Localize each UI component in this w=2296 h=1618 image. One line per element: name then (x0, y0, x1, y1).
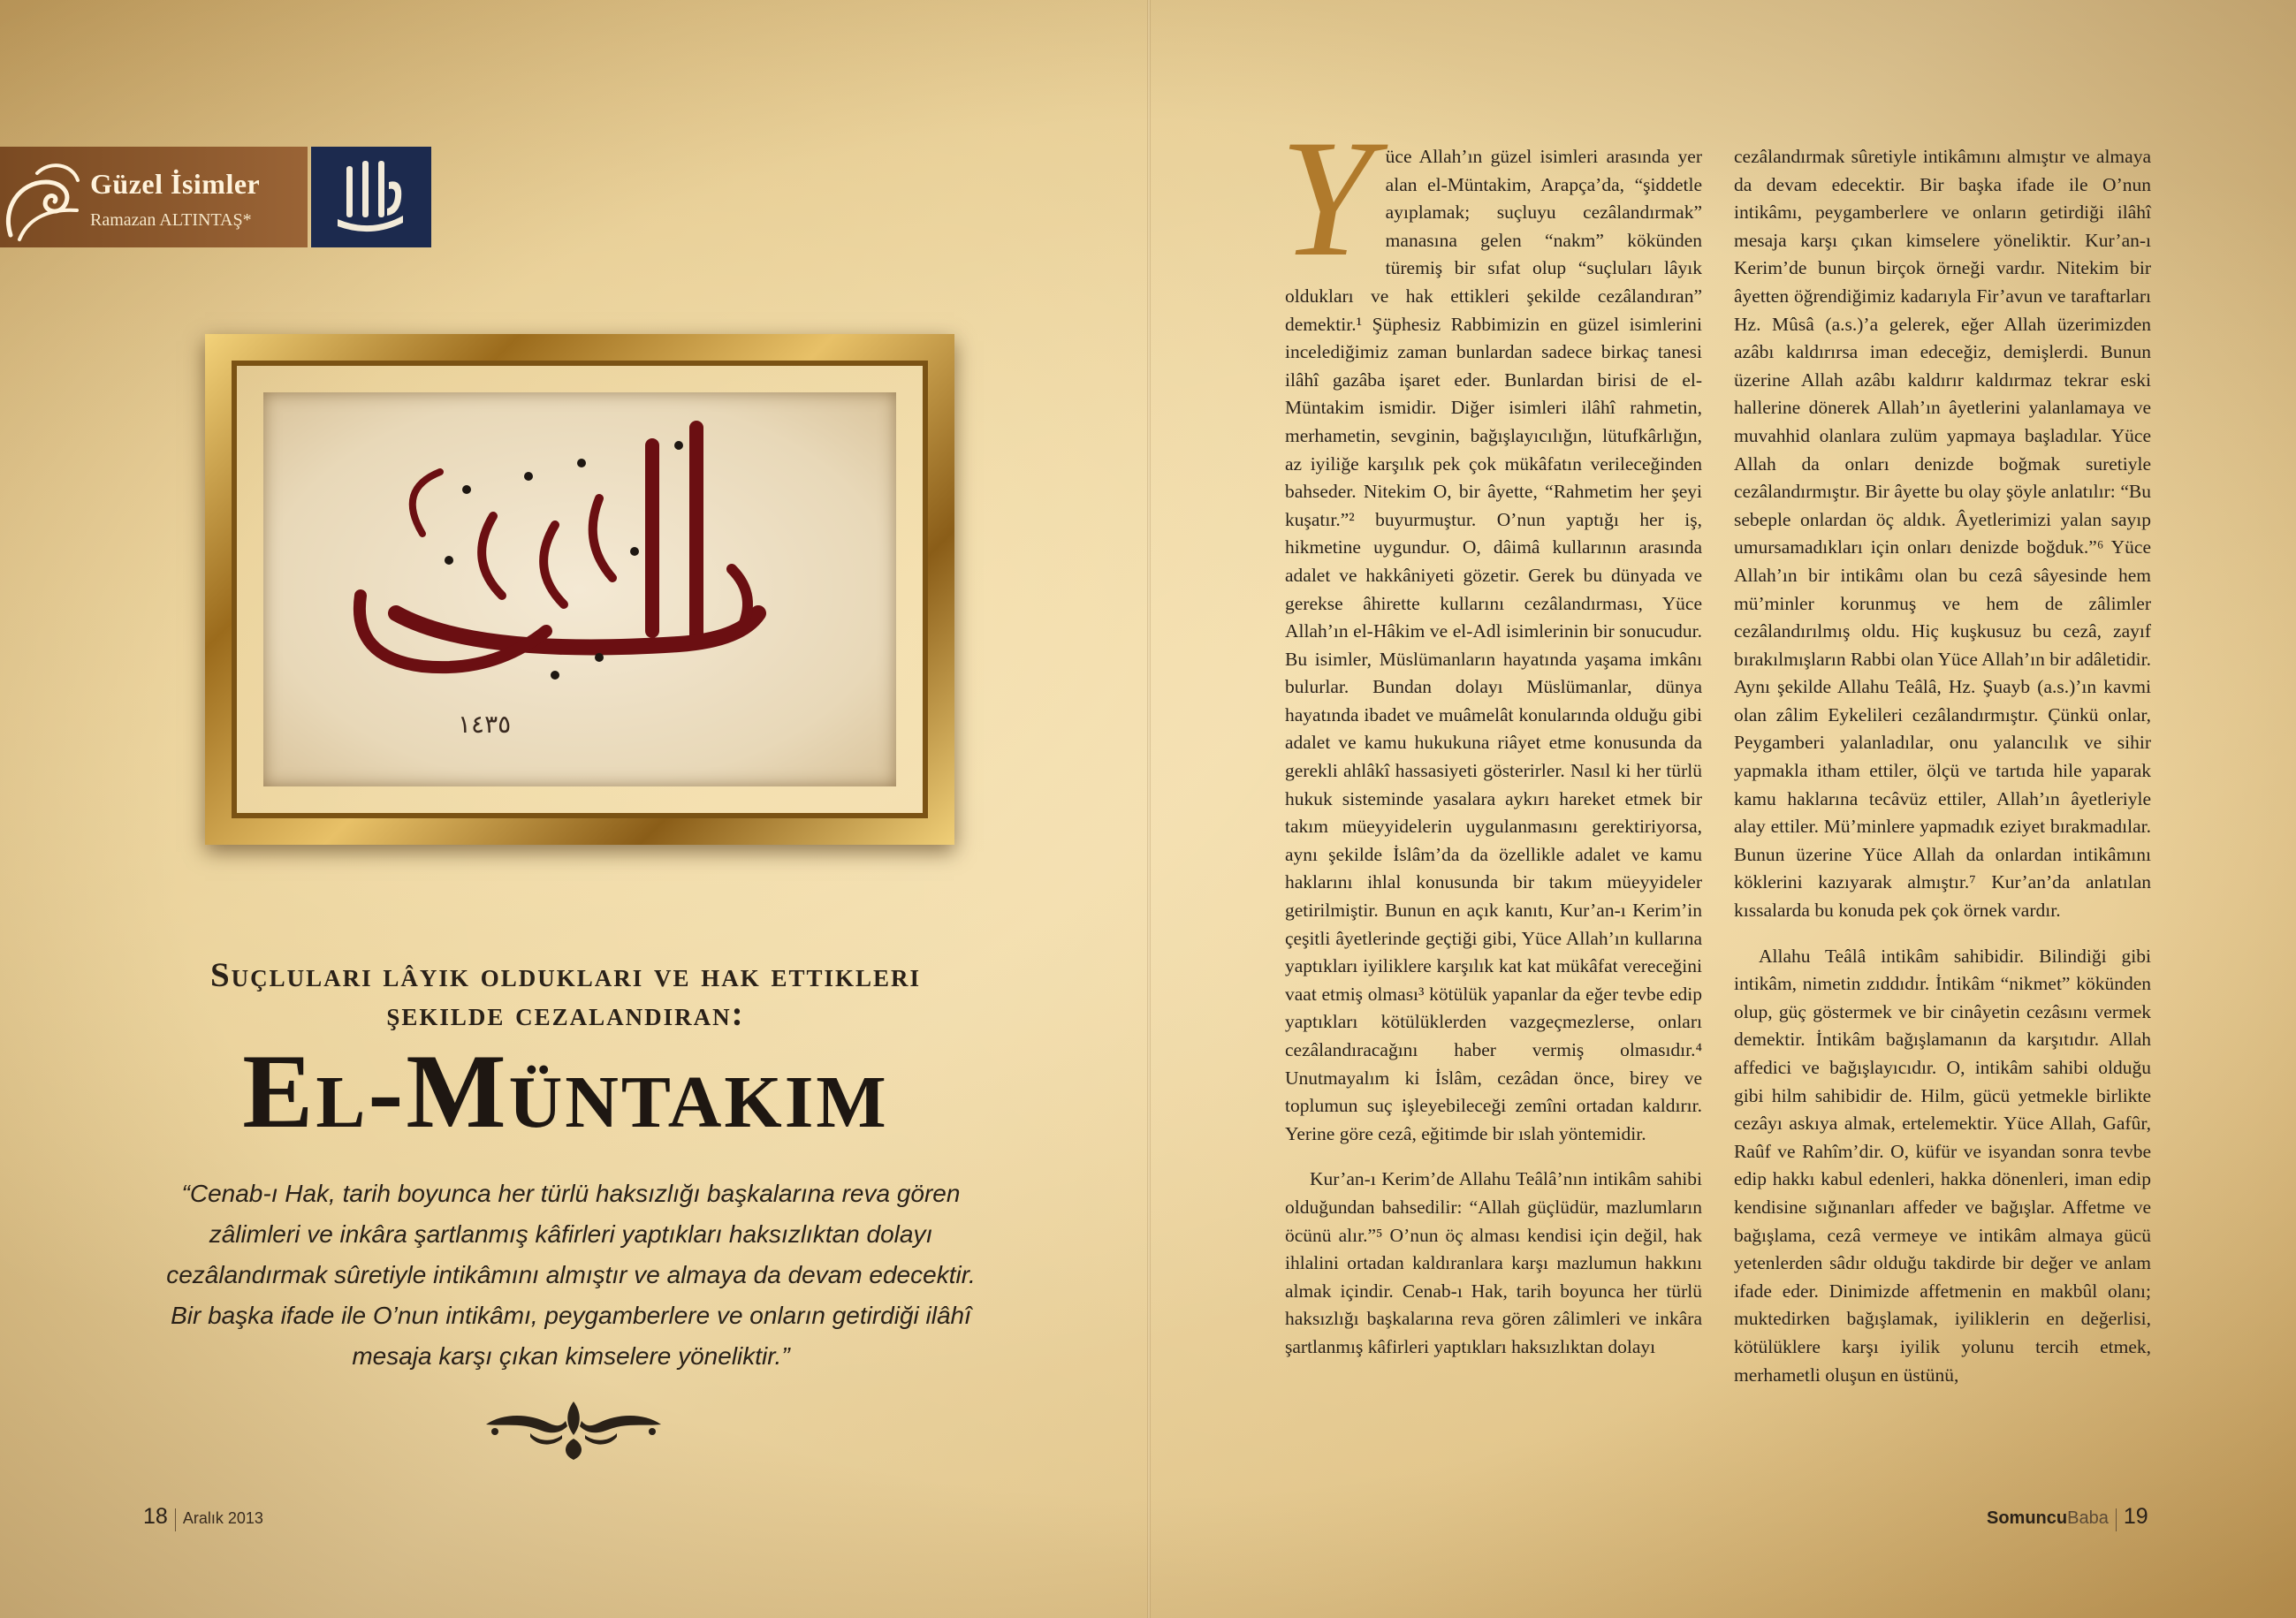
footer-separator (175, 1508, 176, 1531)
magazine-name-part-1: Somuncu (1987, 1508, 2068, 1528)
article-title: El-Müntakim (242, 1032, 889, 1150)
swirl-ornament-icon (2, 156, 83, 244)
gilded-frame (205, 334, 954, 845)
right-page-number: 19 (2123, 1504, 2148, 1529)
magazine-name-part-2: Baba (2067, 1508, 2109, 1528)
article-column-1 (1280, 106, 1702, 1362)
allah-calligraphy-logo (311, 147, 431, 247)
footer-right (1987, 1504, 2148, 1531)
left-page-number: 18 (143, 1504, 168, 1529)
calligraphy-canvas (263, 392, 896, 786)
paragraph-2: Kur’an-ı Kerim’de Allahu Teâlâ’nın intikâm sahibi olduğundan bahsedilir: “Allah güçlüdür, mazlumların öcünü alır.”⁵ O’nun öç alması kendisi için değil, hak ihlalini ortadan kaldıranlara karşı mazlumun hakkını almak içindir. Cenab-ı Hak, tarih boyunca her türlü haksızlığı başkalarına reva gören zâlimleri ve inkâra şartlanmış kâfirleri yaptıkları haksızlıktan dolayı (1285, 1168, 1702, 1357)
subtitle-line-1: Suçluları lâyık oldukları ve hak ettikleri (209, 956, 922, 994)
article-subtitle (141, 956, 990, 1034)
flourish-ornament-icon (477, 1394, 670, 1462)
author-name: Ramazan ALTINTAŞ* (90, 210, 252, 230)
paragraph-3: cezâlandırmak sûretiyle intikâmını almıştır ve almaya da devam edecektir. Bir başka ifade ile O’nun intikâmı, peygamberlere ve onların getirdiği ilâhî mesaja karşı çıkan kimselere yöneliktir. Kur’an-ı Kerim’de bunun birçok örneği vardır. Nitekim bir âyetten öğrendiğimiz kadarıyla Fir’avun ve taraftarları Hz. Mûsâ (a.s.)’a gelerek, eğer Allah üzerimizden azâbı kaldırırsa iman edeceğiz, demişlerdi. Bunun üzerine Allah azâbı kaldırır kaldırmaz tekrar eski hallerine dönerek Allah’ın âyetlerini yalanlamaya ve muvahhid olanlara zulüm yapmaya başladılar. Yüce Allah da onları denizde boğmak suretiyle cezâlandırmıştır. Bir âyette bu olay şöyle anlatılır: “Bu sebeple onlardan öç aldık. Âyetlerimizi yalan sayıp umursamadıkları için onları denizde boğduk.”⁶ Yüce Allah’ın bir intikâmı olan bu cezâ sâyesinde hem mü’minler korunmuş ve hem de zâlimler cezâlandırılmış oldu. Hiç kuşkusuz bu cezâ, zayıf bırakılmışların Rabbi olan Yüce Allah’ın bir adâletidir. Aynı şekilde Allahu Teâlâ, Hz. Şuayb (a.s.)’ın kavmi olan zâlim Eykelileri cezâlandırmıştır. Çünkü onlar, Peygamberi yalanladılar, onu yalancılık ve sihir yapmakla itham ettiler, ölçü ve tartıda hile yaparak kamu haklarına tecâvüz ettiler, Allah’ın âyetleriyle alay ettiler. Mü’minlere yapmadık eziyet bırakmadılar. Bunun üzerine Yüce Allah da onlardan intikâmını köklerini kazıyarak almıştır.⁷ Kur’an’da anlatılan kıssalarda bu konuda pek çok örnek vardır. (1734, 146, 2151, 922)
paragraph-1: üce Allah’ın güzel isimleri arasında yer alan el-Müntakim, Arapça’da, “şiddetle ayıplamak; suçluyu cezâlandırmak” manasına gelen “nakm” kökünden türemiş bir sıfat olup “suçluları lâyık oldukları ve hak ettikleri şekilde cezâlandıran” demektir.¹ Şüphesiz Rabbimizin en güzel isimlerini incelediğimiz zaman bunlardan sadece birkaç tanesi ilâhî gazâba işaret eder. Bunlardan birisi de el-Müntakim ismidir. Diğer isimleri ilâhî rahmetin, merhametin, sevginin, bağışlayıcılığın, lütufkârlığın, az iyiliğe karşılık pek çok mükâfatın verileceğinden bahseder. Nitekim O, bir âyette, “Rahmetim her şeyi kuşatır.”² buyurmuştur. O’nun yaptığı her iş, hikmetine uygundur. O, dâimâ kullarının arasında adalet ve hakkâniyeti gözetir. Gerek bu dünyada ve gerekse âhirette kullarını cezâlandırması, Yüce Allah’ın el-Hâkim ve el-Adl isimlerinin bir sonucudur. Bu isimler, Müslümanların hayatında yaşama imkânı bulurlar. Bundan dolayı Müslümanlar, dünya hayatında ibadet ve muâmelât konularında olduğu gibi adalet ve kamu hukukuna riâyet etme konusunda da gerekli ahlâkî hassasiyeti gösterirler. Nasıl ki her türlü hukuk sisteminde yasalara aykırı hareket etmek bir takım müeyyidelerin uygulanmasını gerektiriyorsa, aynı şekilde İslâm’da da özellikle adalet ve kamu haklarını ihlal konusunda bir takım müeyyideler getirilmiştir. Bunun en açık kanıtı, Kur’an-ı Kerim’in çeşitli âyetlerinde geçtiği gibi, Yüce Allah’ın kullarına yaptıkları iyiliklere karşılık kat kat mükâfat vereceğini vaat etmiş olması³ kötülük yapanlar da eğer tevbe edip yaptıkları kötülüklerden vazgeçmezlerse, onları cezâlandıracağını haber vermiş olmasıdır.⁴ Unutmayalım ki İslâm, cezâdan önce, birey ve toplumun suç işleyebileceği zemîni ortadan kaldırır. Yerine göre cezâ, eğitimde bir ıslah yöntemidir. (1285, 146, 1702, 1144)
subtitle-line-2: şekilde cezalandıran: (386, 995, 745, 1033)
drop-cap: Y (1280, 106, 1373, 292)
issue-date: Aralık 2013 (182, 1509, 263, 1527)
paragraph-4: Allahu Teâlâ intikâm sahibidir. Bilindiği gibi intikâm, nimetin zıddıdır. İntikâm “nikmet” kökünden olup, güç göstermek ve bir cinâyetin cezâsını vermek demektir. İntikâm bağışlamanın da karşıtıdır. Allah affedici ve bağışlayıcıdır. O, intikâm sahibi olduğu gibi hilm sahibidir de. Hilm, gücü yetmekle birlikte cezâyı askıya almak, ertelemektir. Yüce Allah, Gafûr, Raûf ve Rahîm’dir. O, küfür ve isyandan sonra tevbe edip hakkı kabul edenleri, hakka dönenleri, iman edip kendisine sığınanları affeder ve bağışlar. Affetme ve bağışlama, cezâ vermeye ve intikâm almaya gücü yetenlerden sâdır olduğu takdirde bir değer ve anlam ifade eder. Dinimizde affetmenin en makbûl olanı; muktedirken bağışlamak, iyiliklerin en değerlisi, kötülüklere karşı iyilik yolunu tercih etmek, merhametli oluşun en üstünü, (1734, 945, 2151, 1386)
article-column-2 (1734, 143, 2151, 1389)
section-title: Güzel İsimler (90, 168, 261, 200)
calligraphy-date: ١٤٣٥ (458, 710, 512, 739)
page-spine (1147, 0, 1151, 1618)
el-muntakim-calligraphy-icon (263, 392, 896, 786)
footer-left (143, 1504, 263, 1531)
pull-quote: “Cenab-ı Hak, tarih boyunca her türlü haksızlığı başkalarına reva gören zâlimleri ve inkâra şartlanmış kâfirleri yaptıkları haksızlıktan dolayı cezâlandırmak sûretiyle intikâmını almıştır ve almaya da devam edecektir. Bir başka ifade ile O’nun intikâmı, peygamberlere ve onların getirdiği ilâhî mesaja karşı çıkan kimselere yöneliktir.” (166, 1180, 976, 1370)
allah-logo-icon (311, 147, 431, 247)
footer-separator (2116, 1508, 2117, 1531)
